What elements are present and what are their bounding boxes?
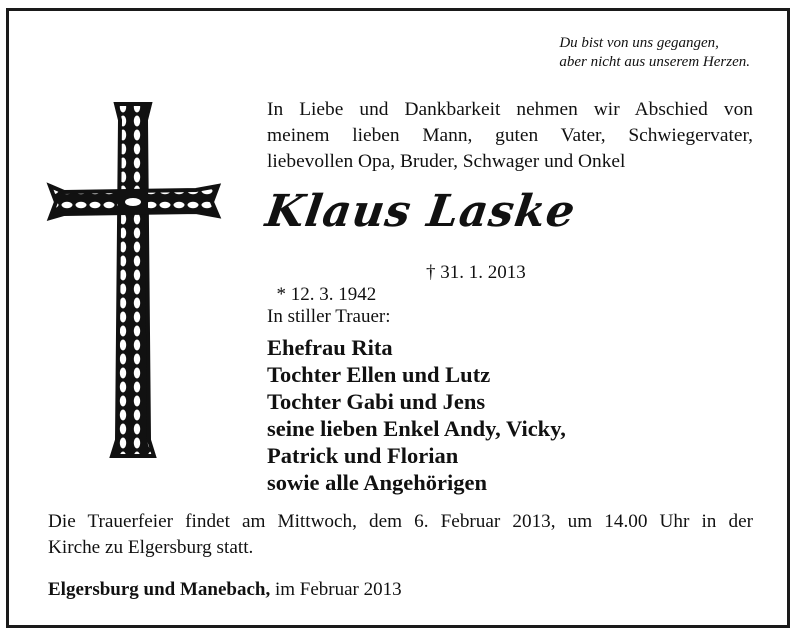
mourner-line: Patrick und Florian	[267, 443, 459, 468]
funeral-notice	[48, 509, 753, 561]
deceased-name: Klaus Laske	[262, 186, 579, 237]
birth-date: * 12. 3. 1942	[276, 284, 377, 305]
mourner-line: Ehefrau Rita	[267, 335, 393, 360]
funeral-line-2: Kirche zu Elgersburg statt.	[48, 537, 254, 558]
mourner-line: seine lieben Enkel Andy, Vicky,	[267, 416, 566, 441]
place-name: Elgersburg und Manebach,	[48, 579, 271, 600]
intro-line-1: In Liebe und Dankbarkeit nehmen wir Abschied von	[267, 99, 753, 120]
motto	[559, 34, 750, 72]
funeral-line-1: Die Trauerfeier findet am Mittwoch, dem 6. Februar 2013, um 14.00 Uhr in der	[48, 511, 753, 532]
closing-date: im Februar 2013	[270, 579, 402, 600]
intro-line-3: liebevollen Opa, Bruder, Schwager und Onkel	[267, 151, 626, 172]
mourner-line: sowie alle Angehörigen	[267, 470, 487, 495]
mourners-list	[267, 334, 566, 496]
mourner-line: Tochter Ellen und Lutz	[267, 362, 491, 387]
mourner-line: Tochter Gabi und Jens	[267, 389, 486, 414]
intro-line-2: meinem lieben Mann, guten Vater, Schwiegervater,	[267, 125, 753, 146]
place-date	[48, 579, 402, 601]
cross-icon	[46, 100, 222, 460]
mourning-label: In stiller Trauer:	[267, 306, 391, 327]
death-date: † 31. 1. 2013	[426, 262, 526, 283]
motto-line-2: aber nicht aus unserem Herzen.	[559, 54, 750, 70]
intro-text	[267, 97, 753, 175]
motto-line-1: Du bist von uns gegangen,	[559, 35, 719, 51]
